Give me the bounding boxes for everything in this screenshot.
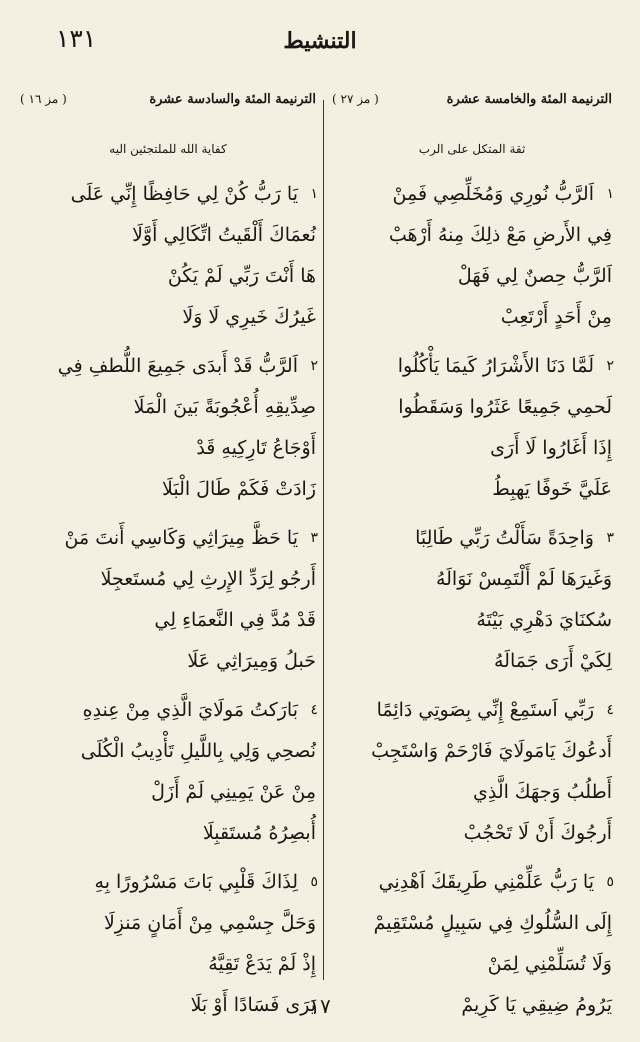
verse <box>20 518 316 682</box>
hymn-title: الترنيمة المئة والخامسة عشرة <box>446 92 612 107</box>
verse-number: ٥ <box>606 874 614 890</box>
verse-line: صِدِّيقِهِ أُعْجُوبَةً بَينَ الْمَلَا <box>133 396 316 418</box>
hymn-115-column <box>332 92 612 1026</box>
verse-line: أُبصِرُهُ مُستَقبِلَا <box>202 822 316 844</box>
verse-number: ٢ <box>310 358 318 374</box>
verse-line: ٣ وَاحِدَةً سَأَلْتُ رَبِّي طَالِبًا <box>332 518 612 559</box>
verse-number: ٤ <box>310 702 318 718</box>
psalm-reference: ( مز ١٦ ) <box>20 92 67 106</box>
hymn-header <box>332 92 612 122</box>
verse-number: ١ <box>606 186 614 202</box>
verse-number: ١ <box>310 186 318 202</box>
verse-number: ٤ <box>606 702 614 718</box>
verse-line: وَلَا تُسَلِّمْنِي لِمَنْ <box>487 953 612 975</box>
page-number: ١٣١ <box>56 24 97 53</box>
verse <box>20 690 316 854</box>
verse-line: أَوْجَاعُ تَارِكِيهِ قَدْ <box>196 437 316 459</box>
verse-line: أَدعُوكَ يَامَولَايَ فَارْحَمْ وَاسْتَجِبْ <box>371 740 612 762</box>
verse-line: ٤ رَبِّي اَستَمِعْ إِنِّي بِصَوتِي دَائِمًا <box>332 690 612 731</box>
verse <box>332 174 612 338</box>
verse-line: إِذَا أَغَارُوا لَا أَرَى <box>490 437 612 459</box>
verse-line: ٣ يَا حَظَّ مِيرَاثِي وَكَاسِي أَنتَ مَنْ <box>20 518 316 559</box>
verse-line: مِنْ عَنْ يَمِينِي لَمْ أَزَلْ <box>151 781 316 803</box>
verse-number: ٥ <box>310 874 318 890</box>
verse-line: لِكَيْ أَرَى جَمَالَهُ <box>493 650 612 672</box>
verse-line: لَحمِي جَمِيعًا عَثَرُوا وَسَقَطُوا <box>398 396 612 418</box>
verse-line: عَلَيَّ خَوفًا يَهبِطُ <box>492 478 612 500</box>
verse-line: قَدْ مُدَّ فِي النَّعمَاءِ لِي <box>154 609 316 631</box>
verse-line: سُكنَايَ دَهْرِي بَيْتَهُ <box>476 609 612 631</box>
signature-mark: ١٧ <box>309 994 331 1018</box>
verse-line: إِذْ لَمْ يَدَعْ تَقِيَّهُ <box>208 953 316 975</box>
verse-line: نُصحِي وَلِي بِاللَّيلِ تَأْدِيبُ الْكُلَى <box>80 740 316 762</box>
hymn-subtitle: كفاية الله للملتجئين اليه <box>109 142 227 156</box>
verse-line: ٢ لَمَّا دَنَا الأَشْرَارُ كَيمَا يَأْكُلُوا <box>332 346 612 387</box>
verse-line: ١ اَلرَّبُّ نُورِي وَمُخَلِّصِي فَمِنْ <box>332 174 612 215</box>
verse-number: ٢ <box>606 358 614 374</box>
verse-line: ٤ بَارَكتُ مَولَايَ الَّذِي مِنْ عِندِهِ <box>20 690 316 731</box>
verse-line: أَطلُبُ وَجهَكَ الَّذِي <box>472 781 612 803</box>
verse-line: فِي الأَرضِ مَعْ ذلِكَ مِنهُ أَرْهَبْ <box>388 224 612 246</box>
running-head-title: التنشيط <box>283 28 357 54</box>
verse-number: ٣ <box>310 530 318 546</box>
verse-line: ٥ يَا رَبُّ عَلِّمْنِي طَرِيقَكَ اَهْدِنِي <box>332 862 612 903</box>
verse-line: وَغَيرَهَا لَمْ أَلْتَمِسْ نَوَالَهُ <box>435 568 612 590</box>
psalm-reference: ( مز ٢٧ ) <box>332 92 379 106</box>
verse <box>332 690 612 854</box>
verse-line: حَبلُ وَمِيرَاثِي عَلَا <box>187 650 316 672</box>
verse-number: ٣ <box>606 530 614 546</box>
verse-line: زَادَتْ فَكَمْ طَالَ الْبَلَا <box>162 478 316 500</box>
verse-line: ٢ اَلرَّبُّ قَدْ أَبدَى جَمِيعَ اللُّطفِ فِي <box>20 346 316 387</box>
verse-line: غَيرُكَ خَيرِي لَا وَلَا <box>182 306 316 328</box>
verse-line: هَا أَنْتَ رَبِّي لَمْ يَكُنْ <box>167 265 316 287</box>
verse <box>332 346 612 510</box>
verse <box>20 174 316 338</box>
hymn-title: الترنيمة المئة والسادسة عشرة <box>149 92 316 107</box>
verse-line: وَحَلَّ جِسْمِي مِنْ أَمَانٍ مَنزِلَا <box>103 912 316 934</box>
verse <box>332 518 612 682</box>
verse <box>20 346 316 510</box>
hymn-header <box>20 92 316 122</box>
hymn-116-column <box>20 92 316 1026</box>
verse-line: ١ يَا رَبُّ كُنْ لِي حَافِظًا إِنِّي عَلَى <box>20 174 316 215</box>
verse-line: نُعمَاكَ أَلْقَيتُ اتِّكَالِي أَوَّلَا <box>132 224 316 246</box>
verse-line: إِلَى السُّلُوكِ فِي سَبِيلٍ مُسْتَقِيمْ <box>373 912 612 934</box>
column-divider <box>323 100 324 980</box>
hymn-subtitle: ثقة المتكل على الرب <box>418 142 526 156</box>
verse-line: مِنْ أَحَدٍ أَرْتَعِبْ <box>500 306 612 328</box>
verse-line: ٥ لِذَاكَ قَلْبِي بَاتَ مَسْرُورًا بِهِ <box>20 862 316 903</box>
verse-line: أَرجُوكَ أَنْ لَا تَحْجُبْ <box>463 822 612 844</box>
verse-line: أَرجُو لِرَدِّ الإِرثِ لِي مُستَعجِلَا <box>100 568 316 590</box>
verse-line: اَلرَّبُّ حِصنٌ لِي فَهَلْ <box>457 265 612 287</box>
verse-line: يَرَى فَسَادًا أَوْ بَلَا <box>190 994 316 1016</box>
verse-line: يَرُومُ ضِيقِي يَا كَرِيمْ <box>461 994 612 1016</box>
